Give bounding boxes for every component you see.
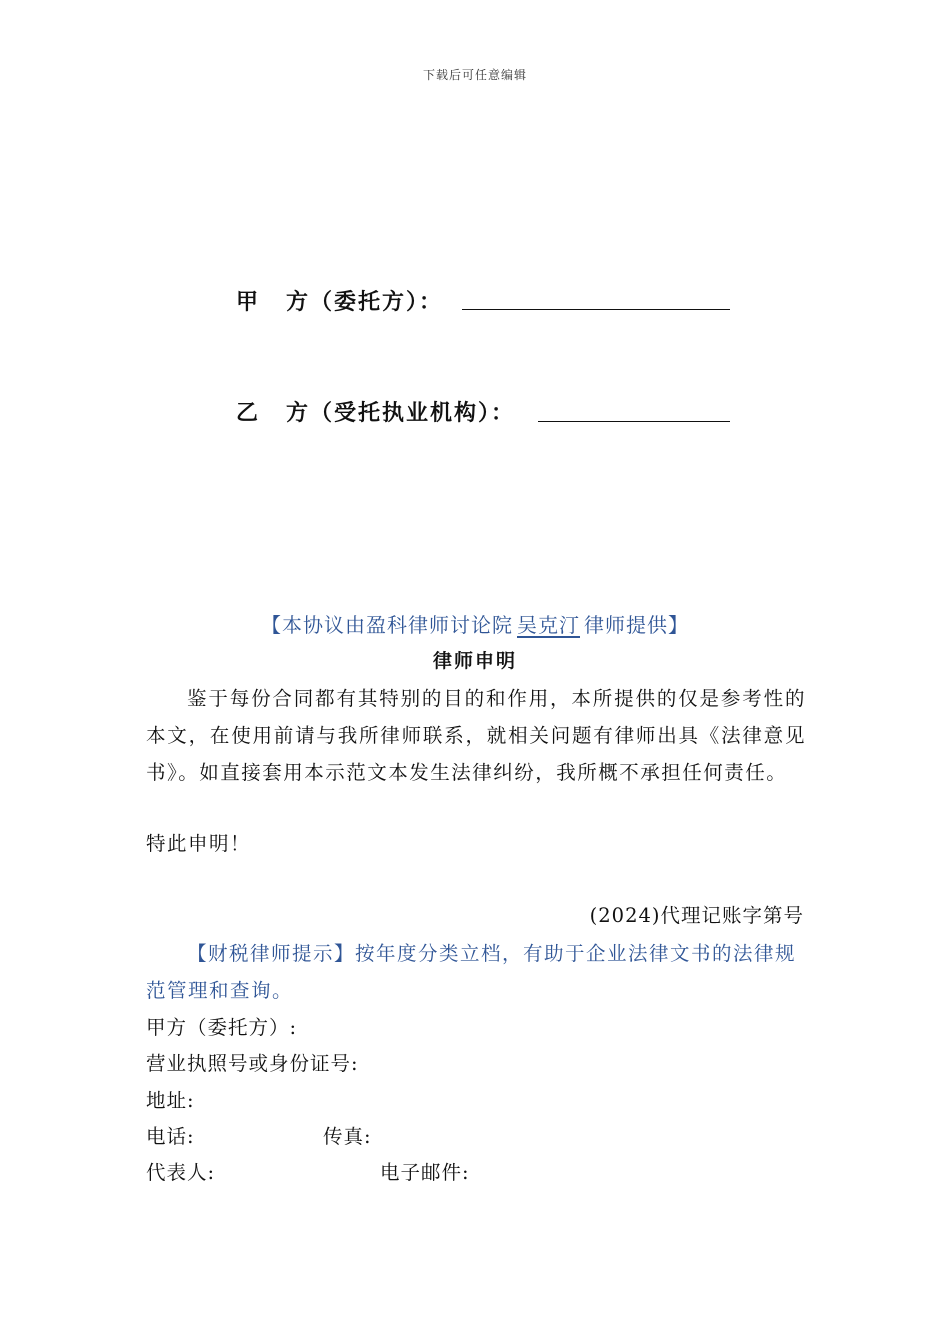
party-a-blank-line[interactable] [462,309,730,310]
lawyer-statement-title: 律师申明 [432,650,517,672]
field-party-a: 甲方（委托方）: [146,1016,298,1039]
party-a-label [236,285,443,316]
provided-by-note [0,609,950,638]
provided-by-suffix: 律师提供】 [584,613,689,637]
header-note: 下载后可任意编辑 [422,68,527,82]
provided-by-prefix: 【本协议由盈科律师讨论院 [261,613,513,637]
lawyer-statement-body: 鉴于每份合同都有其特别的目的和作用，本所提供的仅是参考性的本文，在使用前请与我所律师联系，就相关问题有律师出具《法律意见书》。如直接套用本示范文本发生法律纠纷，我所概不承担任何责任。 [146,687,806,784]
party-b-label [236,396,515,427]
party-b-blank-line[interactable] [538,421,730,422]
lawyer-statement-closing: 特此申明！ [146,832,252,855]
field-license-number: 营业执照号或身份证号: [146,1052,359,1075]
field-representative: 代表人: [146,1161,216,1184]
document-number: (2024)代理记账字第号 [589,904,804,927]
party-a-rest: 方（委托方）： [286,290,444,315]
field-address: 地址: [146,1089,195,1112]
lawyer-name: 吴克汀 [517,613,580,637]
party-b-char: 乙 [236,401,261,426]
party-a-char: 甲 [236,290,261,315]
party-b-rest: 方（受托执业机构）： [286,401,516,426]
field-phone: 电话: [146,1125,195,1148]
field-email: 电子邮件: [380,1161,470,1184]
tax-lawyer-tip: 【财税律师提示】按年度分类立档，有助于企业法律文书的法律规范管理和查询。 [146,942,797,1002]
field-fax: 传真: [323,1125,372,1148]
